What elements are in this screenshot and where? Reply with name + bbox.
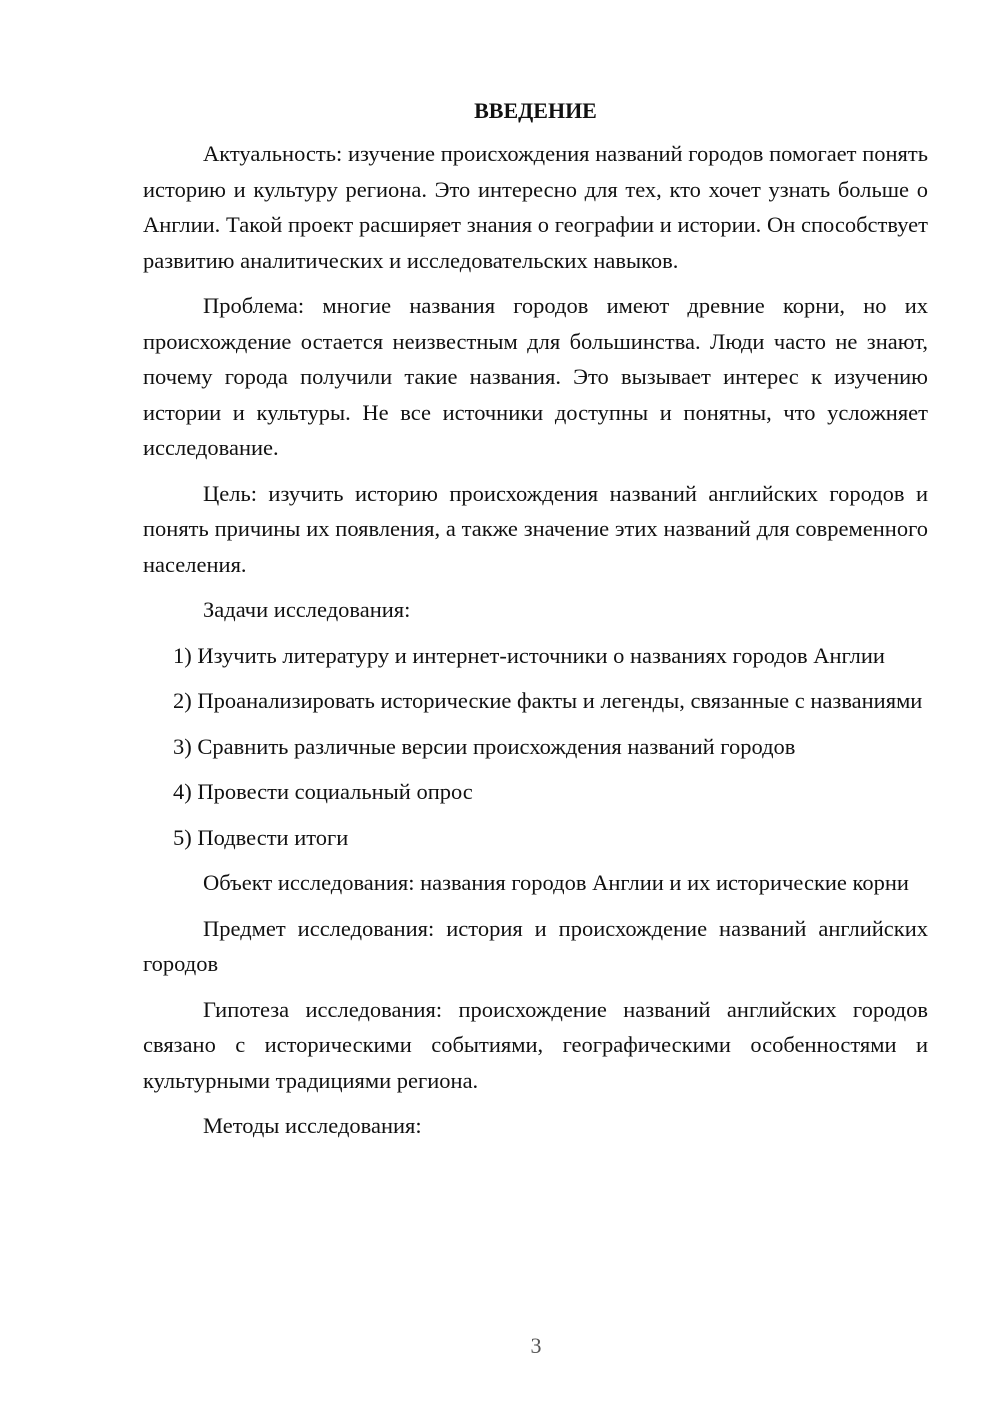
list-item-task-5: 5) Подвести итоги: [173, 824, 349, 850]
list-item-task-3: 3) Сравнить различные версии происхождения названий городов: [173, 733, 796, 759]
tasks-heading: Задачи исследования:: [203, 597, 411, 622]
section-title: ВВЕДЕНИЕ: [474, 98, 597, 123]
list-item-task-4: 4) Провести социальный опрос: [173, 779, 473, 804]
object-paragraph: Объект исследования: названия городов Англии и их исторические корни: [203, 870, 909, 895]
hypothesis-paragraph: Гипотеза исследования: происхождение названий английских городов связано с историческими событиями, географическими особенностями и культурными традициями региона.: [143, 996, 928, 1093]
list-item-task-1: 1) Изучить литературу и интернет-источники о названиях городов Англии: [173, 642, 885, 668]
problem-paragraph: Проблема: многие названия городов имеют древние корни, но их происхождение остается неизвестным для большинства. Люди часто не знают, почему города получили такие названия. Это вызывает интерес к изучению истории и культуры. Не все источники доступны и понятны, что усложняет исследование.: [143, 293, 928, 460]
relevance-paragraph: Актуальность: изучение происхождения названий городов помогает понять историю и культуру региона. Это интересно для тех, кто хочет узнать больше о Англии. Такой проект расширяет знания о географии и истории. Он способствует развитию аналитических и исследовательских навыков.: [143, 141, 928, 273]
goal-paragraph: Цель: изучить историю происхождения названий английских городов и понять причины их появления, а также значение этих названий для современного населения.: [143, 480, 928, 577]
list-item-task-2: 2) Проанализировать исторические факты и легенды, связанные с названиями: [173, 688, 923, 713]
document-page: [143, 95, 928, 1154]
page-number: 3: [530, 1333, 542, 1358]
tasks-list: [143, 638, 928, 856]
methods-heading: Методы исследования:: [203, 1113, 422, 1138]
subject-paragraph: Предмет исследования: история и происхождение названий английских городов: [143, 915, 928, 976]
